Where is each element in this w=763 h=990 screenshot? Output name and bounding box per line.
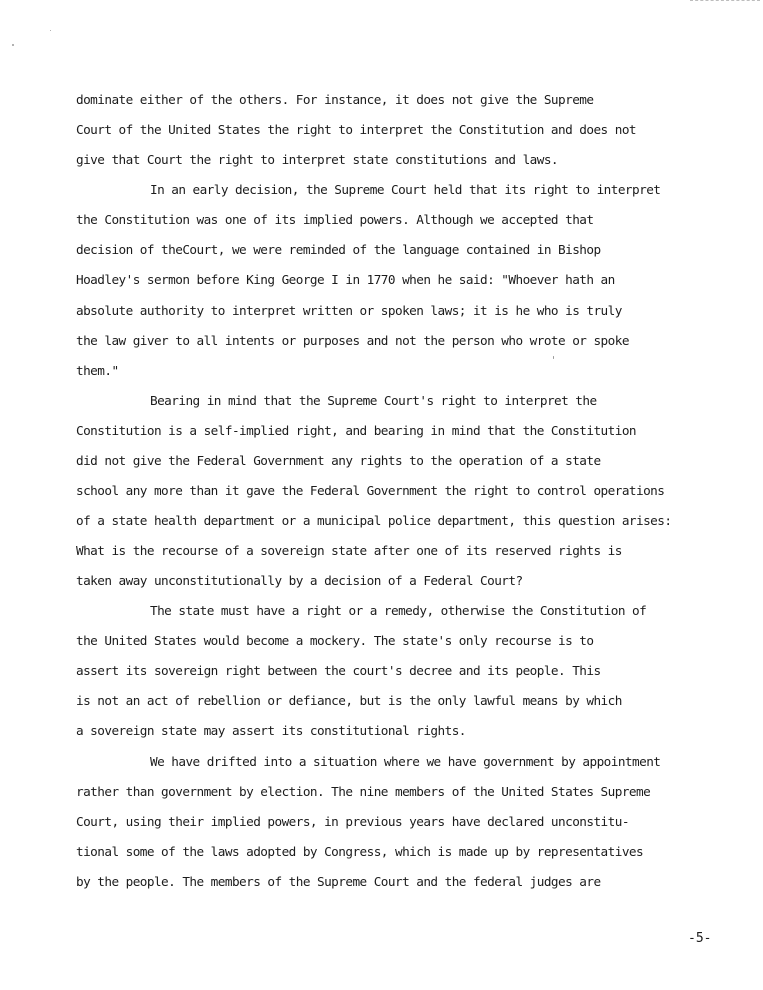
text-line: Court of the United States the right to interpret the Constitution and does not [76, 122, 636, 137]
text-line: a sovereign state may assert its constitutional rights. [76, 723, 466, 738]
scan-speck [50, 30, 51, 31]
text-line: the law giver to all intents or purposes and not the person who wrote or spoke [76, 333, 629, 348]
text-line: Court, using their implied powers, in previous years have declared unconstitu- [76, 814, 629, 829]
text-line: Hoadley's sermon before King George I in 1770 when he said: "Whoever hath an [76, 272, 615, 287]
scan-edge-mark [690, 0, 760, 1]
text-line: rather than government by election. The nine members of the United States Supreme [76, 784, 651, 799]
text-line: absolute authority to interpret written or spoken laws; it is he who is truly [76, 303, 622, 318]
text-line: school any more than it gave the Federal Government the right to control operations [76, 483, 665, 498]
paragraph-first-line: We have drifted into a situation where we have government by appointment [150, 754, 661, 769]
text-line: dominate either of the others. For instance, it does not give the Supreme [76, 92, 594, 107]
scan-speck [553, 356, 554, 359]
text-line: What is the recourse of a sovereign state after one of its reserved rights is [76, 543, 622, 558]
text-line: decision of theCourt, we were reminded of the language contained in Bishop [76, 242, 601, 257]
paragraph-first-line: The state must have a right or a remedy, otherwise the Constitution of [150, 603, 647, 618]
text-line: taken away unconstitutionally by a decision of a Federal Court? [76, 573, 523, 588]
text-line: the United States would become a mockery. The state's only recourse is to [76, 633, 594, 648]
text-line: tional some of the laws adopted by Congress, which is made up by representatives [76, 844, 644, 859]
text-line: of a state health department or a municipal police department, this question arises: [76, 513, 672, 528]
text-line: Constitution is a self-implied right, and bearing in mind that the Constitution [76, 423, 636, 438]
text-line: give that Court the right to interpret state constitutions and laws. [76, 152, 559, 167]
paragraph-first-line: In an early decision, the Supreme Court held that its right to interpret [150, 182, 661, 197]
text-line: is not an act of rebellion or defiance, but is the only lawful means by which [76, 693, 622, 708]
text-line: assert its sovereign right between the court's decree and its people. This [76, 663, 601, 678]
text-line: them." [76, 363, 119, 378]
text-line: did not give the Federal Government any rights to the operation of a state [76, 453, 601, 468]
paragraph-first-line: Bearing in mind that the Supreme Court's right to interpret the [150, 393, 597, 408]
page-number: -5- [688, 931, 712, 946]
text-line: by the people. The members of the Supreme Court and the federal judges are [76, 874, 601, 889]
text-line: the Constitution was one of its implied powers. Although we accepted that [76, 212, 594, 227]
scan-speck [12, 44, 14, 46]
